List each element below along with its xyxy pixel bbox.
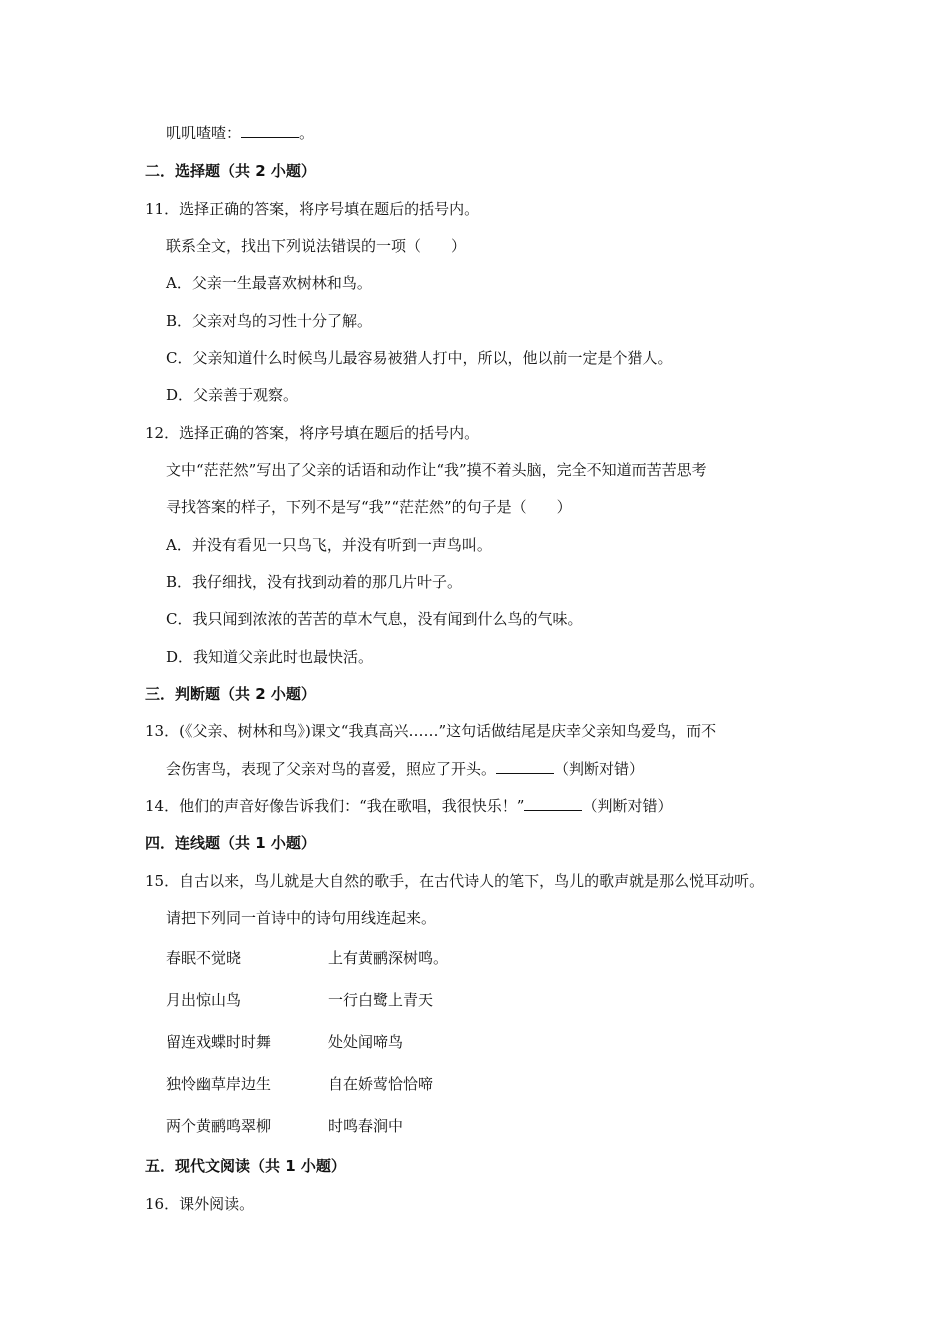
match-left-item[interactable]: 留连戏蝶时时舞	[166, 1033, 272, 1051]
question-11-stem: 11．选择正确的答案，将序号填在题后的括号内。	[145, 200, 480, 218]
match-right-item[interactable]: 一行白鹭上青天	[328, 991, 434, 1009]
question-11-option-c[interactable]: C．父亲知道什么时候鸟儿最容易被猎人打中，所以，他以前一定是个猎人。	[166, 349, 673, 367]
section-heading-choice: 二．选择题（共 2 小题）	[145, 162, 316, 180]
question-13-line1: 13．(《父亲、树林和鸟》)课文“我真高兴……”这句话做结尾是庆幸父亲知鸟爱鸟，而不	[145, 722, 717, 740]
question-16: 16．课外阅读。	[145, 1195, 255, 1213]
question-15-line2: 请把下列同一首诗中的诗句用线连起来。	[166, 909, 437, 927]
match-left-item[interactable]: 春眠不觉晓	[166, 949, 242, 967]
top-fill-line	[166, 123, 314, 143]
match-right-item[interactable]: 时鸣春涧中	[328, 1117, 404, 1135]
question-11-prompt: 联系全文，找出下列说法错误的一项（ ）	[166, 237, 467, 255]
answer-blank[interactable]	[496, 759, 554, 774]
question-12-option-c[interactable]: C．我只闻到浓浓的苦苦的草木气息，没有闻到什么鸟的气味。	[166, 610, 583, 628]
question-15-line1: 15．自古以来，鸟儿就是大自然的歌手，在古代诗人的笔下，鸟儿的歌声就是那么悦耳动听。	[145, 872, 765, 890]
match-right-item[interactable]: 处处闻啼鸟	[328, 1033, 404, 1051]
question-12-stem: 12．选择正确的答案，将序号填在题后的括号内。	[145, 424, 480, 442]
top-fill-end: 。	[299, 124, 315, 142]
question-14	[145, 796, 672, 816]
match-left-item[interactable]: 独怜幽草岸边生	[166, 1075, 272, 1093]
question-12-prompt-line2: 寻找答案的样子，下列不是写“我”“茫茫然”的句子是（ ）	[166, 498, 572, 516]
question-12-prompt-line1: 文中“茫茫然”写出了父亲的话语和动作让“我”摸不着头脑，完全不知道而苦苦思考	[166, 461, 707, 479]
question-13-line2	[166, 759, 644, 779]
match-right-item[interactable]: 自在娇莺恰恰啼	[328, 1075, 434, 1093]
question-12-option-d[interactable]: D．我知道父亲此时也最快活。	[166, 648, 374, 666]
answer-blank[interactable]	[241, 123, 299, 138]
question-14-text: 14．他们的声音好像告诉我们：“我在歌唱，我很快乐！”	[145, 797, 525, 815]
question-14-suffix: （判断对错）	[582, 797, 673, 815]
section-heading-reading: 五．现代文阅读（共 1 小题）	[145, 1157, 346, 1175]
question-12-option-b[interactable]: B．我仔细找，没有找到动着的那几片叶子。	[166, 573, 463, 591]
answer-blank[interactable]	[524, 796, 582, 811]
match-left-item[interactable]: 月出惊山鸟	[166, 991, 242, 1009]
question-13-suffix: （判断对错）	[554, 760, 645, 778]
question-11-option-d[interactable]: D．父亲善于观察。	[166, 386, 299, 404]
question-11-option-a[interactable]: A．父亲一生最喜欢树林和鸟。	[166, 274, 372, 292]
question-13-text: 会伤害鸟，表现了父亲对鸟的喜爱，照应了开头。	[166, 760, 497, 778]
question-12-option-a[interactable]: A．并没有看见一只鸟飞，并没有听到一声鸟叫。	[166, 536, 492, 554]
section-heading-matching: 四．连线题（共 1 小题）	[145, 834, 316, 852]
match-left-item[interactable]: 两个黄鹂鸣翠柳	[166, 1117, 272, 1135]
section-heading-judge: 三．判断题（共 2 小题）	[145, 685, 316, 703]
top-fill-label: 叽叽喳喳：	[166, 124, 242, 142]
question-11-option-b[interactable]: B．父亲对鸟的习性十分了解。	[166, 312, 373, 330]
match-right-item[interactable]: 上有黄鹂深树鸣。	[328, 949, 449, 967]
